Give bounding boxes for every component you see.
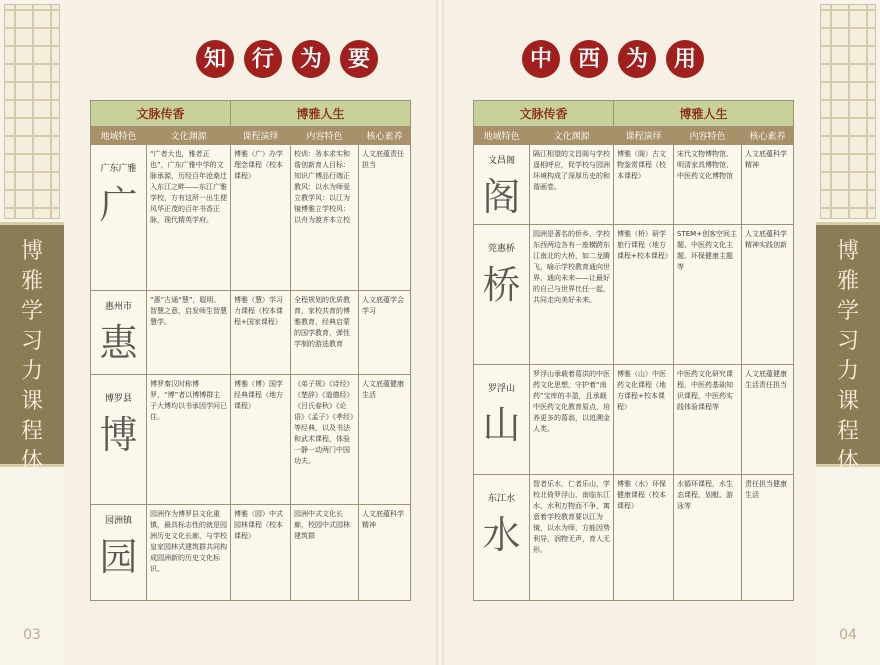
column-header: 地域特色 — [474, 127, 530, 145]
region-name: 文昌阁 — [487, 156, 515, 166]
region-name: 广东广雅 — [100, 164, 137, 174]
course-table — [473, 100, 794, 601]
table-row — [474, 145, 794, 225]
column-header: 课程演绎 — [614, 127, 674, 145]
content-cell: 《弟子规》《诗经》《楚辞》《道德经》《吕氏春秋》《论语》《孟子》《孝经》等经典，以及书法和武术课程，体验一静一动两门中国功夫。 — [291, 375, 359, 505]
calligraphy-glyph: 博 — [99, 413, 138, 457]
literacy-cell: 人文底蕴科学精神实践创新 — [742, 225, 794, 365]
heading-char: 要 — [340, 40, 378, 78]
table-row — [474, 225, 794, 365]
calligraphy-glyph: 阁 — [482, 175, 521, 219]
page-number: 04 — [839, 627, 857, 643]
content-cell: 园洲中式文化长廊，校园中式园林建筑群 — [291, 505, 359, 601]
literacy-cell: 人文底蕴健康生活 — [359, 375, 411, 505]
region-name: 罗浮山 — [487, 384, 515, 394]
content-cell: 校训：务本求实和谐创新育人目标：知识广博品行端正教风：以水为师爱立教学风：以江为镜博雅立学校风：以舟为渡齐本立校 — [291, 145, 359, 291]
group-header: 博雅人生 — [231, 101, 411, 127]
column-header: 核心素养 — [742, 127, 794, 145]
table-row — [474, 365, 794, 475]
region-cell — [474, 225, 530, 365]
region-name: 博罗县 — [104, 394, 132, 404]
heading-char: 行 — [244, 40, 282, 78]
region-cell — [91, 375, 147, 505]
course-cell: 博雅（山）中医药文化课程（地方课程+校本课程） — [614, 365, 674, 475]
course-cell: 博雅（博）国学经典课程（地方课程） — [231, 375, 291, 505]
heading-char: 西 — [570, 40, 608, 78]
course-table — [90, 100, 411, 601]
course-cell: 博雅（桥）研学旅行课程（地方课程+校本课程） — [614, 225, 674, 365]
column-header: 文化渊源 — [530, 127, 614, 145]
table-row — [474, 475, 794, 601]
heading-char: 用 — [666, 40, 704, 78]
table-row — [91, 291, 411, 375]
column-header: 核心素养 — [359, 127, 411, 145]
literacy-cell: 人文底蕴责任担当 — [359, 145, 411, 291]
page-heading — [196, 40, 378, 78]
course-cell: 博雅（水）环保健康课程（校本课程） — [614, 475, 674, 601]
fret-pattern — [820, 4, 876, 219]
fret-pattern — [4, 4, 60, 219]
calligraphy-glyph: 桥 — [482, 263, 521, 307]
book-fold — [436, 0, 444, 665]
page-number: 03 — [23, 627, 41, 643]
literacy-cell: 人文底蕴健康生活责任担当 — [742, 365, 794, 475]
course-cell: 博雅（广）办学理念课程（校本课程） — [231, 145, 291, 291]
heading-char: 为 — [292, 40, 330, 78]
right-page — [440, 0, 880, 665]
calligraphy-glyph: 惠 — [99, 321, 138, 365]
literacy-cell: 责任担当健康生活 — [742, 475, 794, 601]
table-row — [91, 375, 411, 505]
right-side-band — [816, 0, 880, 665]
calligraphy-glyph: 广 — [99, 183, 138, 227]
column-header: 内容特色 — [291, 127, 359, 145]
literacy-cell: 人文底蕴学会学习 — [359, 291, 411, 375]
culture-cell: “惠”古通“慧”，聪明、智慧之意，启发师生智慧慧学。 — [147, 291, 231, 375]
region-cell — [91, 291, 147, 375]
group-header: 文脉传香 — [474, 101, 614, 127]
group-header: 文脉传香 — [91, 101, 231, 127]
group-header: 博雅人生 — [614, 101, 794, 127]
region-cell — [91, 505, 147, 601]
column-header: 地域特色 — [91, 127, 147, 145]
column-header: 文化渊源 — [147, 127, 231, 145]
course-cell: 博雅（园）中式园林课程（校本课程） — [231, 505, 291, 601]
region-cell — [474, 365, 530, 475]
region-cell — [91, 145, 147, 291]
calligraphy-glyph: 园 — [99, 535, 138, 579]
content-cell: STEM+创客空间主题、中医药文化主题、环保健康主题等 — [674, 225, 742, 365]
course-cell: 博雅（慧）学习力课程（校本课程+国家课程） — [231, 291, 291, 375]
calligraphy-glyph: 山 — [482, 403, 521, 447]
region-cell — [474, 475, 530, 601]
culture-cell: 博罗秦汉时称博罗，“博”者以博博群主子大博均以书承因学问已住。 — [147, 375, 231, 505]
region-name: 惠州市 — [104, 302, 132, 312]
culture-cell: 智者乐水，仁者乐山，学校北倚罗浮山，南临东江水，水利万物而不争，寓意着学校教育要以江为镜，以水为师，方能因势利导，润物无声，育人无形。 — [530, 475, 614, 601]
region-cell — [474, 145, 530, 225]
page-heading — [522, 40, 704, 78]
table-row — [91, 505, 411, 601]
heading-char: 知 — [196, 40, 234, 78]
region-name: 东江水 — [487, 494, 515, 504]
literacy-cell: 人文底蕴科学精神 — [359, 505, 411, 601]
literacy-cell: 人文底蕴科学精神 — [742, 145, 794, 225]
culture-cell: 隔江相望的文昌阁与学校遥相呼应，促学校与园洲环境构成了深厚历史的和谐画卷。 — [530, 145, 614, 225]
calligraphy-glyph: 水 — [482, 513, 521, 557]
culture-cell: “广者大也，雅者正也”，广东广雅中学的文脉承源，历经百年沧桑迁入东江之畔——东江广雅学校，方有这所一出生便风华正茂的百年书香正脉，现代精英学府。 — [147, 145, 231, 291]
region-name: 园洲镇 — [104, 516, 132, 526]
content-cell: 中医药文化研究课程，中医药基础知识课程，中医药实践体验课程等 — [674, 365, 742, 475]
culture-cell: 罗浮山承载着葛洪的中医药文化思想，守护着“南药”宝库的丰盈，且承载中医药文化教育原点，培养更多的葛翁，以追溯金人类。 — [530, 365, 614, 475]
side-title: 博 雅 学 习 力 课 程 体 — [20, 239, 43, 474]
culture-cell: 园洲是著名的侨乡，学校东西两边各有一座横跨东江南北的大桥，如二龙腾飞，喻示学校教育通向世界，通向未来——让最好的自己与世界比任一起，共同走向美好未来。 — [530, 225, 614, 365]
heading-char: 中 — [522, 40, 560, 78]
table-row — [91, 145, 411, 291]
content-cell: 全程规划的优质教育，家校共育的博雅教育，经典启蒙的国学教育，弹性学制的游选教育 — [291, 291, 359, 375]
column-header: 课程演绎 — [231, 127, 291, 145]
side-title: 博 雅 学 习 力 课 程 体 — [836, 239, 859, 474]
content-cell: 宋代文物博物馆、明清家具博物馆、中医药文化博物馆 — [674, 145, 742, 225]
culture-cell: 园洲作为博罗县文化重镇，最具标志性的就是园洲历史文化长廊，与学校皇家园林式建筑群共同构成园洲新的历史文化标识。 — [147, 505, 231, 601]
heading-char: 为 — [618, 40, 656, 78]
left-side-band — [0, 0, 64, 665]
side-title-band — [816, 222, 880, 474]
side-title-band — [0, 222, 64, 474]
content-cell: 水循环课程，水生态课程，划艇、游泳等 — [674, 475, 742, 601]
course-cell: 博雅（阁）古文物鉴赏课程（校本课程） — [614, 145, 674, 225]
column-header: 内容特色 — [674, 127, 742, 145]
region-name: 莞惠桥 — [487, 244, 515, 254]
